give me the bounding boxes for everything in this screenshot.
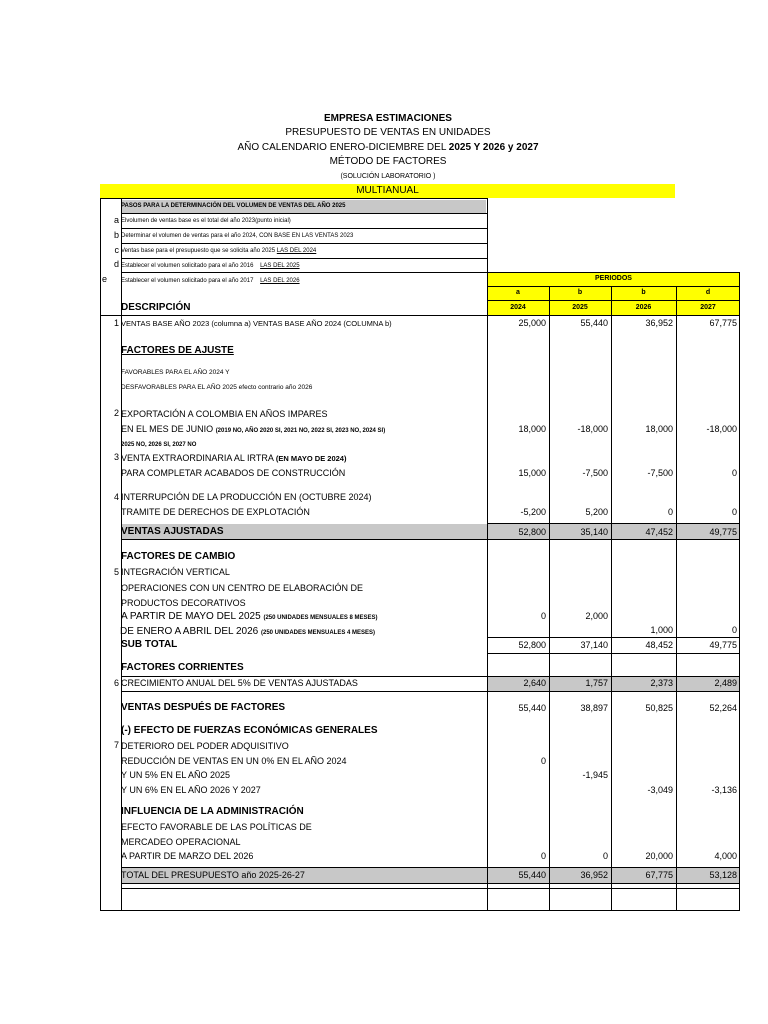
value-cell: 0 <box>731 625 737 635</box>
period-year: 2026 <box>635 304 652 311</box>
cambio-line: OPERACIONES CON UN CENTRO DE ELABORACIÓN DE <box>121 583 364 593</box>
ajuste-title: FACTORES DE AJUSTE <box>121 345 234 356</box>
company-title: EMPRESA ESTIMACIONES <box>324 113 452 124</box>
ventas-ajustadas-label: VENTAS AJUSTADAS <box>121 526 224 537</box>
value-cell: 49,775 <box>709 527 737 537</box>
total-label: TOTAL DEL PRESUPUESTO año 2025-26-27 <box>121 870 305 880</box>
value-cell: 0 <box>667 507 673 517</box>
admin-line: EFECTO FAVORABLE DE LAS POLÍTICAS DE <box>121 822 312 832</box>
step-letter: d <box>113 259 119 269</box>
value-cell: 2,000 <box>585 611 608 621</box>
value-cell: -5,200 <box>520 507 546 517</box>
cambio-line: INTEGRACIÓN VERTICAL <box>121 567 230 577</box>
row-number: 2 <box>113 408 119 418</box>
admin-title: INFLUENCIA DE LA ADMINISTRACIÓN <box>121 806 304 817</box>
value-cell: 37,140 <box>580 640 608 650</box>
periods-title: PERIODOS <box>595 275 632 282</box>
grid-line <box>487 300 740 301</box>
grid-line <box>487 286 740 287</box>
grid-line <box>487 198 488 910</box>
value-cell: 18,000 <box>518 424 546 434</box>
budget-subtitle: PRESUPUESTO DE VENTAS EN UNIDADES <box>285 127 491 138</box>
grid-line <box>676 286 677 910</box>
step-text: Establecer el volumen solicitado para el año 2016 LAS DEL 2025 <box>121 263 300 269</box>
value-cell: 2,489 <box>714 678 737 688</box>
value-cell: 20,000 <box>645 851 673 861</box>
value-cell: -3,049 <box>647 785 673 795</box>
row-number: 5 <box>113 567 119 577</box>
irtra-line: VENTA EXTRAORDINARIA AL IRTRA (EN MAYO DE 2024) <box>121 453 347 463</box>
grid-line <box>121 883 740 884</box>
exportacion-line: EN EL MES DE JUNIO (2019 NO, AÑO 2020 SI, 2021 NO, 2022 SI, 2023 NO, 2024 SI) <box>121 424 386 434</box>
period-letter: a <box>516 289 520 296</box>
step-text: Ventas base para el presupuesto que se solicita año 2025 LAS DEL 2024 <box>121 248 317 254</box>
value-cell: 36,952 <box>580 870 608 880</box>
period-letter: b <box>577 289 583 296</box>
value-cell: 55,440 <box>518 870 546 880</box>
value-cell: 1,000 <box>650 625 673 635</box>
ventas-base-label: VENTAS BASE AÑO 2023 (columna a) VENTAS BASE AÑO 2024 (COLUMNA b) <box>121 319 392 328</box>
step-letter: a <box>113 215 119 225</box>
deterioro-line: REDUCCIÓN DE VENTAS EN UN 0% EN EL AÑO 2024 <box>121 756 347 766</box>
row-number: 3 <box>113 452 119 462</box>
deterioro-line: Y UN 6% EN EL AÑO 2026 Y 2027 <box>121 785 261 795</box>
value-cell: 53,128 <box>709 870 737 880</box>
grid-line <box>121 691 740 692</box>
steps-title: PASOS PARA LA DETERMINACIÓN DEL VOLUMEN DE VENTAS DEL AÑO 2025 <box>121 203 346 209</box>
value-cell: 52,800 <box>518 640 546 650</box>
row-number: 1 <box>113 318 119 328</box>
method-line: MÉTODO DE FACTORES <box>329 156 447 167</box>
value-cell: 2,640 <box>523 678 546 688</box>
value-cell: -1,945 <box>582 770 608 780</box>
grid-line <box>611 286 612 910</box>
value-cell: 48,452 <box>645 640 673 650</box>
value-cell: 0 <box>540 851 546 861</box>
row-number: 7 <box>113 740 119 750</box>
deterioro-line: DETERIORO DEL PODER ADQUISITIVO <box>121 741 289 751</box>
value-cell: 67,775 <box>709 318 737 328</box>
value-cell: 49,775 <box>709 640 737 650</box>
step-letter: b <box>113 230 119 240</box>
row-number: 6 <box>113 678 119 688</box>
cambio-title: FACTORES DE CAMBIO <box>121 551 236 562</box>
multianual-banner: MULTIANUAL <box>100 184 675 198</box>
cambio-line: PRODUCTOS DECORATIVOS <box>121 598 246 608</box>
period-letter: b <box>641 289 646 296</box>
lab-line: (SOLUCIÓN LABORATORIO ) <box>340 173 436 180</box>
admin-line: A PARTIR DE MARZO DEL 2026 <box>121 851 254 861</box>
period-year: 2027 <box>700 304 716 311</box>
grid-line <box>100 198 487 199</box>
grid-line <box>121 888 740 889</box>
corrientes-title: FACTORES CORRIENTES <box>121 662 244 673</box>
value-cell: 4,000 <box>714 851 737 861</box>
value-cell: 36,952 <box>645 318 673 328</box>
despues-label: VENTAS DESPUÉS DE FACTORES <box>121 702 286 713</box>
value-cell: 52,264 <box>709 703 737 713</box>
grid-line <box>100 198 101 910</box>
value-cell: -18,000 <box>706 424 737 434</box>
value-cell: 0 <box>602 851 608 861</box>
grid-line <box>121 676 740 677</box>
period-year: 2024 <box>510 304 526 311</box>
value-cell: 52,800 <box>518 527 546 537</box>
grid-line <box>121 867 740 868</box>
interrupcion-line: INTERRUPCIÓN DE LA PRODUCCIÓN EN (OCTUBRE 2024) <box>121 492 372 502</box>
grid-line <box>739 272 740 910</box>
value-cell: 50,825 <box>645 703 673 713</box>
grid-line <box>121 228 487 229</box>
grid-line <box>487 637 740 638</box>
exportacion-line: 2025 NO, 2026 SI, 2027 NO <box>121 442 197 448</box>
subtotal-label: SUB TOTAL <box>121 639 178 650</box>
grid-line <box>121 272 740 273</box>
fuerzas-title: (-) EFECTO DE FUERZAS ECONÓMICAS GENERALES <box>121 725 378 736</box>
value-cell: 35,140 <box>580 527 608 537</box>
step-text: Establecer el volumen solicitado para el año 2017 LAS DEL 2026 <box>121 278 300 284</box>
value-cell: 25,000 <box>518 318 546 328</box>
ajuste-line: DESFAVORABLES PARA EL AÑO 2025 efecto contrario año 2026 <box>121 384 313 391</box>
period-year: 2025 <box>572 304 588 311</box>
cambio-line: DE ENERO A ABRIL DEL 2026 (250 UNIDADES MENSUALES 4 MESES) <box>120 626 376 637</box>
value-cell: 0 <box>731 468 737 478</box>
value-cell: 38,897 <box>580 703 608 713</box>
step-text: Determinar el volumen de ventas para el año 2024, CON BASE EN LAS VENTAS 2023 <box>121 233 354 239</box>
step-letter: e <box>101 274 107 284</box>
grid-line <box>121 258 487 259</box>
grid-line <box>121 243 487 244</box>
value-cell: -7,500 <box>582 468 608 478</box>
step-letter: c <box>114 245 119 255</box>
value-cell: 0 <box>731 507 737 517</box>
value-cell: 18,000 <box>645 424 673 434</box>
grid-line <box>487 653 740 654</box>
calendar-line: AÑO CALENDARIO ENERO-DICIEMBRE DEL 2025 Y 2026 y 2027 <box>237 142 539 153</box>
irtra-line: PARA COMPLETAR ACABADOS DE CONSTRUCCIÓN <box>121 468 346 478</box>
cambio-line: A PARTIR DE MAYO DEL 2025 (250 UNIDADES MENSUALES 8 MESES) <box>121 611 378 622</box>
value-cell: -7,500 <box>647 468 673 478</box>
description-header: DESCRIPCIÓN <box>121 302 191 313</box>
grid-line <box>100 315 740 316</box>
period-letter: d <box>705 289 711 296</box>
step-text: Elvolumen de ventas base es el total del año 2023(punto inicial) <box>121 218 291 224</box>
value-cell: 0 <box>540 756 546 766</box>
admin-line: MERCADEO OPERACIONAL <box>121 837 241 847</box>
value-cell: 1,757 <box>585 678 608 688</box>
value-cell: -18,000 <box>577 424 608 434</box>
value-cell: 2,373 <box>650 678 673 688</box>
crecimiento-label: CRECIMIENTO ANUAL DEL 5% DE VENTAS AJUSTADAS <box>121 678 358 688</box>
ajuste-line: FAVORABLES PARA EL AÑO 2024 Y <box>121 369 230 376</box>
grid-line <box>549 286 550 910</box>
value-cell: 55,440 <box>580 318 608 328</box>
interrupcion-line: TRAMITE DE DERECHOS DE EXPLOTACIÓN <box>121 507 310 517</box>
grid-line <box>121 213 487 214</box>
value-cell: 55,440 <box>518 703 546 713</box>
exportacion-line: EXPORTACIÓN A COLOMBIA EN AÑOS IMPARES <box>121 409 328 419</box>
value-cell: -3,136 <box>711 785 737 795</box>
grid-line <box>121 539 740 540</box>
value-cell: 5,200 <box>585 507 608 517</box>
value-cell: 47,452 <box>645 527 673 537</box>
row-number: 4 <box>113 492 119 502</box>
grid-line <box>100 910 740 911</box>
deterioro-line: Y UN 5% EN EL AÑO 2025 <box>121 770 231 780</box>
value-cell: 15,000 <box>518 468 546 478</box>
value-cell: 67,775 <box>645 870 673 880</box>
grid-line <box>487 523 740 524</box>
value-cell: 0 <box>540 611 546 621</box>
